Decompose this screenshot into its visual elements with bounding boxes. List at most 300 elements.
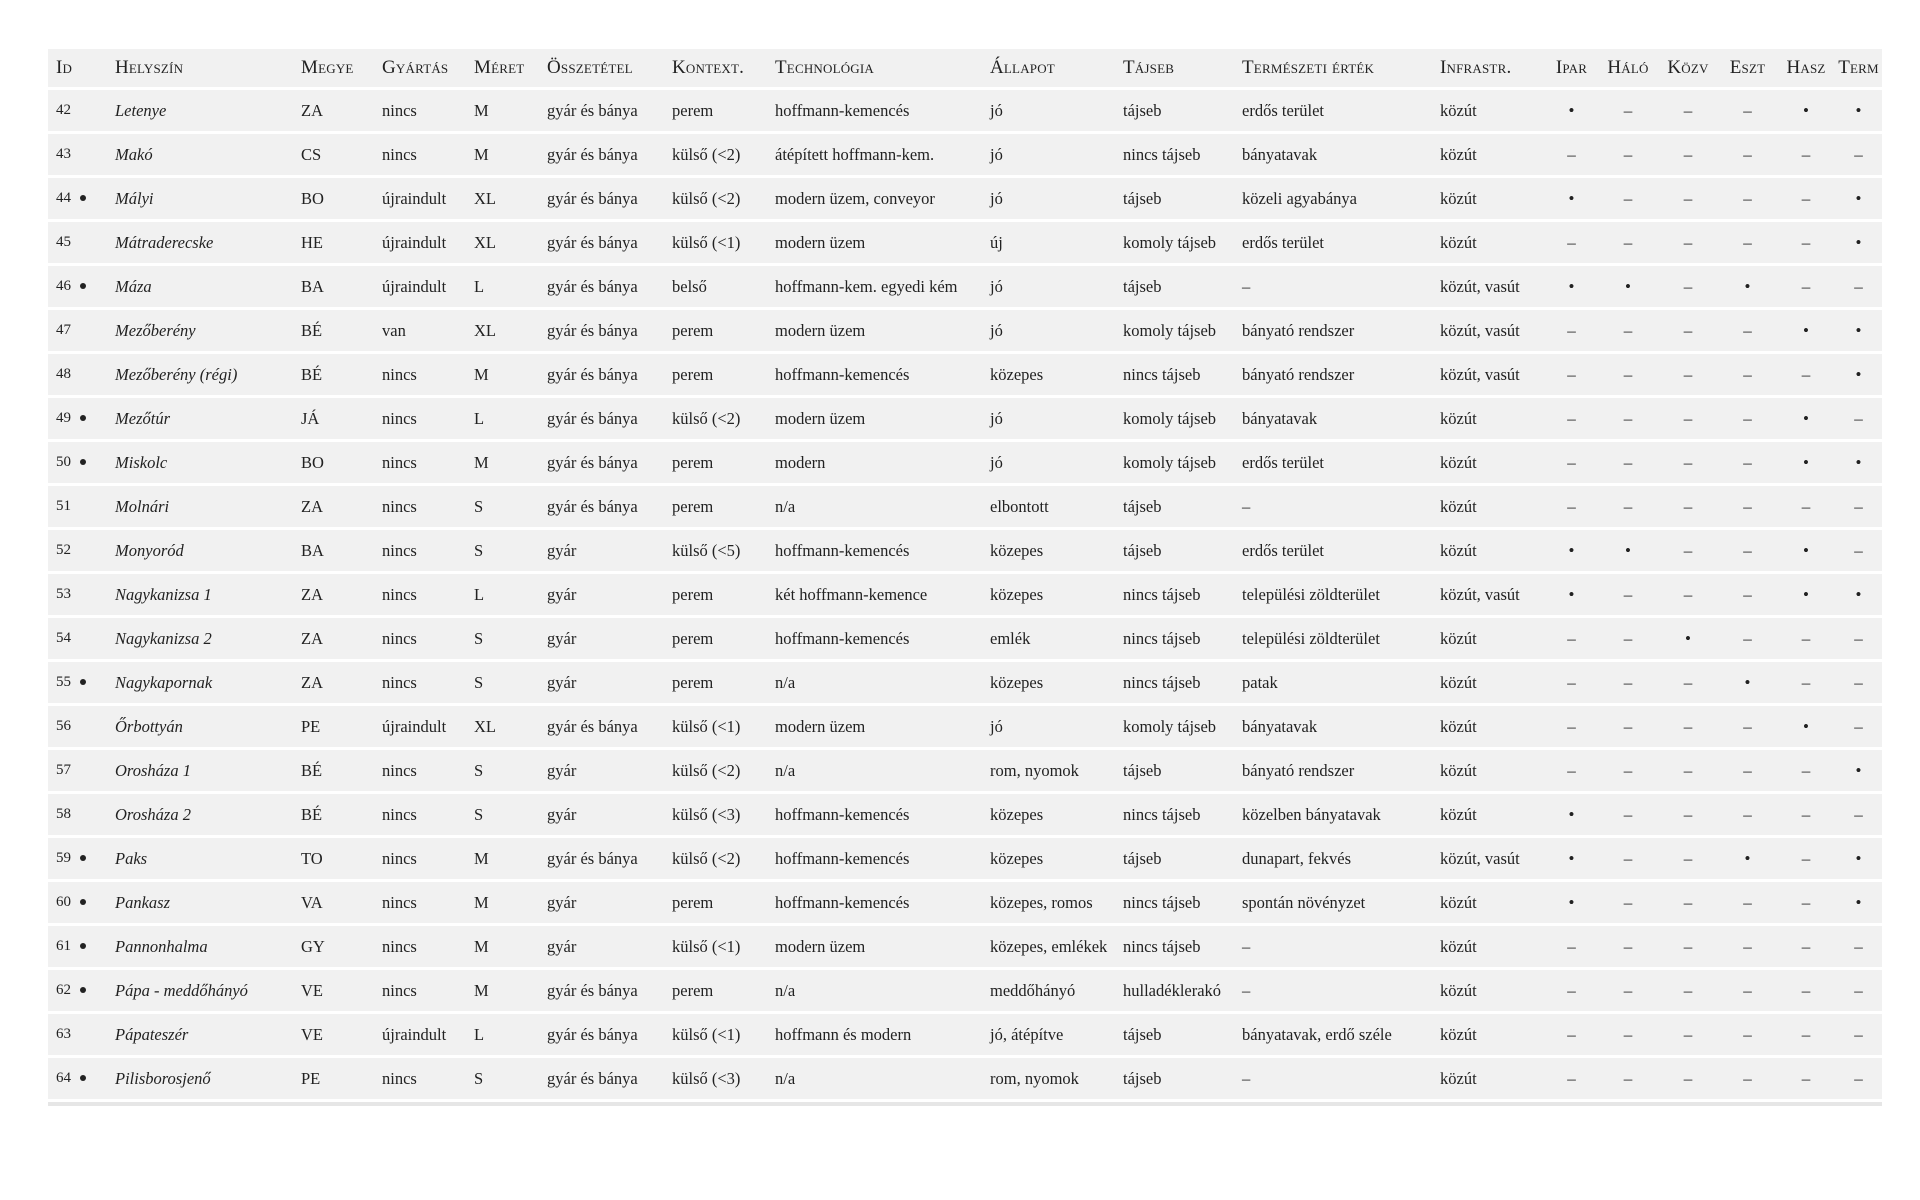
context-cell: perem [664, 662, 767, 703]
landscape-scar-cell: nincs tájseb [1115, 662, 1234, 703]
flag-kozv-cell: – [1658, 354, 1718, 395]
flag-hasz-cell: – [1777, 838, 1835, 879]
flag-hasz-cell: • [1777, 442, 1835, 483]
context-cell: külső (<2) [664, 838, 767, 879]
flag-hasz-cell: • [1777, 706, 1835, 747]
technology-cell: hoffmann-kemencés [767, 794, 982, 835]
col-condition-header: Állapot [982, 49, 1115, 87]
row-id: 61 [56, 938, 71, 954]
row-id: 58 [56, 806, 71, 822]
size-class-cell: S [466, 1058, 539, 1099]
technology-cell: n/a [767, 1058, 982, 1099]
flag-eszt-cell: – [1718, 750, 1777, 791]
flag-hasz-cell: – [1777, 662, 1835, 703]
id-cell [48, 310, 107, 351]
condition-cell: közepes, romos [982, 882, 1115, 923]
technology-cell: hoffmann-kemencés [767, 90, 982, 131]
flag-hasz-cell: – [1777, 794, 1835, 835]
id-cell [48, 838, 107, 879]
production-status-cell: nincs [374, 926, 466, 967]
table-row [48, 750, 1882, 791]
county-code-cell: BO [293, 442, 374, 483]
flag-term-cell: – [1835, 398, 1882, 439]
county-code-cell: ZA [293, 618, 374, 659]
col-infra-header: Infrastr. [1432, 49, 1545, 87]
flag-ipar-cell: • [1545, 882, 1598, 923]
brickworks-table [48, 46, 1882, 1102]
id-cell [48, 662, 107, 703]
flag-kozv-cell: – [1658, 794, 1718, 835]
infrastructure-cell: közút [1432, 90, 1545, 131]
flag-kozv-cell: – [1658, 90, 1718, 131]
infrastructure-cell: közút [1432, 134, 1545, 175]
flag-ipar-cell: • [1545, 530, 1598, 571]
id-cell [48, 882, 107, 923]
condition-cell: közepes [982, 354, 1115, 395]
flag-term-cell: – [1835, 134, 1882, 175]
flag-hasz-cell: • [1777, 90, 1835, 131]
county-code-cell: ZA [293, 486, 374, 527]
landscape-scar-cell: nincs tájseb [1115, 882, 1234, 923]
flag-ipar-cell: – [1545, 354, 1598, 395]
condition-cell: rom, nyomok [982, 1058, 1115, 1099]
production-status-cell: nincs [374, 90, 466, 131]
id-cell [48, 926, 107, 967]
table-row [48, 618, 1882, 659]
composition-cell: gyár és bánya [539, 486, 664, 527]
size-class-cell: XL [466, 222, 539, 263]
infrastructure-cell: közút, vasút [1432, 310, 1545, 351]
composition-cell: gyár és bánya [539, 178, 664, 219]
production-status-cell: újraindult [374, 178, 466, 219]
flag-kozv-cell: – [1658, 442, 1718, 483]
context-cell: külső (<2) [664, 398, 767, 439]
row-id: 51 [56, 498, 71, 514]
flag-halo-cell: – [1598, 926, 1658, 967]
county-code-cell: BA [293, 266, 374, 307]
flag-kozv-cell: – [1658, 882, 1718, 923]
flag-hasz-cell: – [1777, 266, 1835, 307]
context-cell: belső [664, 266, 767, 307]
size-class-cell: M [466, 926, 539, 967]
flag-halo-cell: – [1598, 794, 1658, 835]
col-term-header: Term [1835, 49, 1882, 87]
size-class-cell: XL [466, 310, 539, 351]
county-code-cell: VE [293, 970, 374, 1011]
infrastructure-cell: közút [1432, 398, 1545, 439]
id-cell [48, 398, 107, 439]
row-id: 43 [56, 146, 71, 162]
flag-eszt-cell: – [1718, 442, 1777, 483]
col-production-header: Gyártás [374, 49, 466, 87]
flag-term-cell: – [1835, 970, 1882, 1011]
flag-term-cell: • [1835, 90, 1882, 131]
county-code-cell: GY [293, 926, 374, 967]
infrastructure-cell: közút, vasút [1432, 574, 1545, 615]
flag-hasz-cell: – [1777, 354, 1835, 395]
production-status-cell: nincs [374, 882, 466, 923]
infrastructure-cell: közút [1432, 1058, 1545, 1099]
natural-value-cell: bányatavak [1234, 134, 1432, 175]
size-class-cell: S [466, 750, 539, 791]
infrastructure-cell: közút [1432, 530, 1545, 571]
county-code-cell: BA [293, 530, 374, 571]
flag-halo-cell: • [1598, 530, 1658, 571]
condition-cell: közepes [982, 662, 1115, 703]
id-cell [48, 1014, 107, 1055]
flag-eszt-cell: – [1718, 706, 1777, 747]
flag-hasz-cell: – [1777, 222, 1835, 263]
production-status-cell: újraindult [374, 1014, 466, 1055]
composition-cell: gyár és bánya [539, 442, 664, 483]
landscape-scar-cell: nincs tájseb [1115, 926, 1234, 967]
production-status-cell: nincs [374, 574, 466, 615]
composition-cell: gyár és bánya [539, 310, 664, 351]
natural-value-cell: dunapart, fekvés [1234, 838, 1432, 879]
infrastructure-cell: közút [1432, 706, 1545, 747]
highlight-bullet-icon [80, 283, 86, 289]
row-id: 53 [56, 586, 71, 602]
col-technology-header: Technológia [767, 49, 982, 87]
flag-eszt-cell: – [1718, 310, 1777, 351]
highlight-bullet-icon [80, 195, 86, 201]
context-cell: külső (<1) [664, 1014, 767, 1055]
flag-hasz-cell: – [1777, 970, 1835, 1011]
flag-eszt-cell: – [1718, 574, 1777, 615]
flag-eszt-cell: – [1718, 486, 1777, 527]
table-row [48, 1058, 1882, 1099]
landscape-scar-cell: komoly tájseb [1115, 310, 1234, 351]
flag-term-cell: – [1835, 662, 1882, 703]
context-cell: külső (<1) [664, 926, 767, 967]
condition-cell: közepes [982, 574, 1115, 615]
table-row [48, 222, 1882, 263]
flag-halo-cell: – [1598, 178, 1658, 219]
technology-cell: n/a [767, 750, 982, 791]
context-cell: külső (<5) [664, 530, 767, 571]
flag-kozv-cell: – [1658, 574, 1718, 615]
size-class-cell: M [466, 882, 539, 923]
flag-term-cell: • [1835, 310, 1882, 351]
composition-cell: gyár és bánya [539, 90, 664, 131]
col-halo-header: Háló [1598, 49, 1658, 87]
condition-cell: elbontott [982, 486, 1115, 527]
natural-value-cell: erdős terület [1234, 90, 1432, 131]
flag-hasz-cell: • [1777, 398, 1835, 439]
place-name-cell: Pankasz [107, 882, 293, 923]
size-class-cell: L [466, 266, 539, 307]
composition-cell: gyár és bánya [539, 134, 664, 175]
context-cell: perem [664, 486, 767, 527]
size-class-cell: L [466, 398, 539, 439]
infrastructure-cell: közút [1432, 1014, 1545, 1055]
landscape-scar-cell: nincs tájseb [1115, 134, 1234, 175]
id-cell [48, 530, 107, 571]
flag-halo-cell: – [1598, 1058, 1658, 1099]
landscape-scar-cell: tájseb [1115, 750, 1234, 791]
flag-hasz-cell: – [1777, 1014, 1835, 1055]
infrastructure-cell: közút, vasút [1432, 266, 1545, 307]
natural-value-cell: – [1234, 486, 1432, 527]
flag-halo-cell: – [1598, 398, 1658, 439]
place-name-cell: Mátraderecske [107, 222, 293, 263]
row-id: 49 [56, 410, 71, 426]
flag-term-cell: • [1835, 222, 1882, 263]
flag-kozv-cell: – [1658, 1014, 1718, 1055]
flag-eszt-cell: – [1718, 1058, 1777, 1099]
infrastructure-cell: közút [1432, 618, 1545, 659]
id-cell [48, 750, 107, 791]
technology-cell: modern üzem [767, 706, 982, 747]
flag-halo-cell: – [1598, 838, 1658, 879]
production-status-cell: újraindult [374, 266, 466, 307]
place-name-cell: Mezőberény [107, 310, 293, 351]
flag-kozv-cell: – [1658, 706, 1718, 747]
col-size-header: Méret [466, 49, 539, 87]
flag-hasz-cell: • [1777, 530, 1835, 571]
highlight-bullet-icon [80, 679, 86, 685]
flag-term-cell: – [1835, 1014, 1882, 1055]
flag-kozv-cell: – [1658, 750, 1718, 791]
row-id: 50 [56, 454, 71, 470]
natural-value-cell: – [1234, 1058, 1432, 1099]
condition-cell: új [982, 222, 1115, 263]
natural-value-cell: települési zöldterület [1234, 618, 1432, 659]
flag-ipar-cell: – [1545, 618, 1598, 659]
size-class-cell: M [466, 970, 539, 1011]
flag-eszt-cell: – [1718, 530, 1777, 571]
flag-eszt-cell: – [1718, 1014, 1777, 1055]
composition-cell: gyár és bánya [539, 838, 664, 879]
condition-cell: meddőhányó [982, 970, 1115, 1011]
context-cell: külső (<1) [664, 222, 767, 263]
natural-value-cell: patak [1234, 662, 1432, 703]
flag-kozv-cell: – [1658, 222, 1718, 263]
flag-term-cell: • [1835, 442, 1882, 483]
context-cell: perem [664, 882, 767, 923]
county-code-cell: HE [293, 222, 374, 263]
flag-eszt-cell: – [1718, 926, 1777, 967]
flag-eszt-cell: • [1718, 838, 1777, 879]
size-class-cell: S [466, 618, 539, 659]
flag-eszt-cell: – [1718, 794, 1777, 835]
flag-halo-cell: – [1598, 222, 1658, 263]
condition-cell: közepes [982, 794, 1115, 835]
flag-halo-cell: – [1598, 882, 1658, 923]
condition-cell: jó [982, 310, 1115, 351]
technology-cell: modern üzem, conveyor [767, 178, 982, 219]
size-class-cell: XL [466, 706, 539, 747]
condition-cell: jó [982, 706, 1115, 747]
flag-hasz-cell: • [1777, 574, 1835, 615]
flag-ipar-cell: • [1545, 178, 1598, 219]
flag-term-cell: • [1835, 354, 1882, 395]
technology-cell: hoffmann-kem. egyedi kém [767, 266, 982, 307]
flag-term-cell: • [1835, 574, 1882, 615]
landscape-scar-cell: tájseb [1115, 90, 1234, 131]
flag-kozv-cell: – [1658, 310, 1718, 351]
flag-kozv-cell: – [1658, 266, 1718, 307]
highlight-bullet-icon [80, 459, 86, 465]
flag-ipar-cell: – [1545, 486, 1598, 527]
highlight-bullet-icon [80, 415, 86, 421]
place-name-cell: Nagykapornak [107, 662, 293, 703]
flag-hasz-cell: – [1777, 750, 1835, 791]
context-cell: perem [664, 970, 767, 1011]
production-status-cell: nincs [374, 486, 466, 527]
landscape-scar-cell: nincs tájseb [1115, 618, 1234, 659]
composition-cell: gyár [539, 750, 664, 791]
flag-kozv-cell: – [1658, 662, 1718, 703]
col-eszt-header: Eszt [1718, 49, 1777, 87]
flag-eszt-cell: • [1718, 266, 1777, 307]
county-code-cell: JÁ [293, 398, 374, 439]
table-row [48, 90, 1882, 131]
natural-value-cell: erdős terület [1234, 222, 1432, 263]
county-code-cell: PE [293, 706, 374, 747]
production-status-cell: nincs [374, 750, 466, 791]
landscape-scar-cell: nincs tájseb [1115, 574, 1234, 615]
size-class-cell: M [466, 354, 539, 395]
landscape-scar-cell: komoly tájseb [1115, 706, 1234, 747]
place-name-cell: Paks [107, 838, 293, 879]
col-ipar-header: Ipar [1545, 49, 1598, 87]
landscape-scar-cell: komoly tájseb [1115, 398, 1234, 439]
table-row [48, 662, 1882, 703]
table-row [48, 574, 1882, 615]
table-row [48, 178, 1882, 219]
context-cell: külső (<3) [664, 794, 767, 835]
table-row [48, 926, 1882, 967]
row-id: 62 [56, 982, 71, 998]
table-row [48, 1014, 1882, 1055]
flag-ipar-cell: – [1545, 970, 1598, 1011]
flag-ipar-cell: • [1545, 794, 1598, 835]
production-status-cell: nincs [374, 398, 466, 439]
flag-hasz-cell: – [1777, 134, 1835, 175]
infrastructure-cell: közút, vasút [1432, 838, 1545, 879]
natural-value-cell: bányatavak [1234, 706, 1432, 747]
id-cell [48, 618, 107, 659]
condition-cell: jó [982, 398, 1115, 439]
production-status-cell: nincs [374, 530, 466, 571]
col-id-header: Id [48, 49, 107, 87]
flag-halo-cell: – [1598, 1014, 1658, 1055]
county-code-cell: ZA [293, 662, 374, 703]
data-table-container [48, 46, 1882, 1106]
col-natural-header: Természeti érték [1234, 49, 1432, 87]
flag-halo-cell: – [1598, 618, 1658, 659]
infrastructure-cell: közút [1432, 178, 1545, 219]
flag-hasz-cell: – [1777, 926, 1835, 967]
infrastructure-cell: közút [1432, 970, 1545, 1011]
infrastructure-cell: közút [1432, 222, 1545, 263]
flag-ipar-cell: – [1545, 442, 1598, 483]
technology-cell: átépített hoffmann-kem. [767, 134, 982, 175]
county-code-cell: TO [293, 838, 374, 879]
flag-term-cell: • [1835, 750, 1882, 791]
production-status-cell: nincs [374, 970, 466, 1011]
id-cell [48, 442, 107, 483]
natural-value-cell: közelben bányatavak [1234, 794, 1432, 835]
flag-kozv-cell: – [1658, 1058, 1718, 1099]
production-status-cell: van [374, 310, 466, 351]
natural-value-cell: bányató rendszer [1234, 354, 1432, 395]
col-kozv-header: Közv [1658, 49, 1718, 87]
col-hasz-header: Hasz [1777, 49, 1835, 87]
highlight-bullet-icon [80, 899, 86, 905]
composition-cell: gyár és bánya [539, 1014, 664, 1055]
flag-eszt-cell: – [1718, 618, 1777, 659]
infrastructure-cell: közút [1432, 486, 1545, 527]
highlight-bullet-icon [80, 855, 86, 861]
technology-cell: modern üzem [767, 398, 982, 439]
row-id: 54 [56, 630, 71, 646]
size-class-cell: L [466, 1014, 539, 1055]
production-status-cell: nincs [374, 1058, 466, 1099]
row-id: 45 [56, 234, 71, 250]
natural-value-cell: bányató rendszer [1234, 750, 1432, 791]
flag-halo-cell: – [1598, 574, 1658, 615]
place-name-cell: Pápa - meddőhányó [107, 970, 293, 1011]
flag-eszt-cell: – [1718, 354, 1777, 395]
place-name-cell: Miskolc [107, 442, 293, 483]
flag-term-cell: • [1835, 178, 1882, 219]
landscape-scar-cell: tájseb [1115, 266, 1234, 307]
table-row [48, 530, 1882, 571]
natural-value-cell: bányatavak, erdő széle [1234, 1014, 1432, 1055]
row-id: 63 [56, 1026, 71, 1042]
composition-cell: gyár [539, 882, 664, 923]
county-code-cell: ZA [293, 574, 374, 615]
infrastructure-cell: közút [1432, 750, 1545, 791]
technology-cell: n/a [767, 662, 982, 703]
flag-ipar-cell: – [1545, 398, 1598, 439]
flag-ipar-cell: – [1545, 662, 1598, 703]
flag-eszt-cell: – [1718, 90, 1777, 131]
composition-cell: gyár és bánya [539, 354, 664, 395]
natural-value-cell: közeli agyabánya [1234, 178, 1432, 219]
size-class-cell: M [466, 134, 539, 175]
size-class-cell: S [466, 486, 539, 527]
id-cell [48, 1058, 107, 1099]
flag-eszt-cell: – [1718, 134, 1777, 175]
condition-cell: emlék [982, 618, 1115, 659]
context-cell: perem [664, 354, 767, 395]
context-cell: külső (<3) [664, 1058, 767, 1099]
composition-cell: gyár és bánya [539, 398, 664, 439]
context-cell: külső (<1) [664, 706, 767, 747]
table-row [48, 706, 1882, 747]
landscape-scar-cell: tájseb [1115, 530, 1234, 571]
condition-cell: jó [982, 266, 1115, 307]
technology-cell: két hoffmann-kemence [767, 574, 982, 615]
flag-ipar-cell: – [1545, 750, 1598, 791]
flag-term-cell: – [1835, 486, 1882, 527]
natural-value-cell: bányatavak [1234, 398, 1432, 439]
flag-kozv-cell: – [1658, 530, 1718, 571]
flag-term-cell: – [1835, 926, 1882, 967]
table-row [48, 310, 1882, 351]
county-code-cell: ZA [293, 90, 374, 131]
size-class-cell: M [466, 90, 539, 131]
flag-term-cell: – [1835, 530, 1882, 571]
county-code-cell: BÉ [293, 354, 374, 395]
natural-value-cell: erdős terület [1234, 530, 1432, 571]
size-class-cell: S [466, 530, 539, 571]
composition-cell: gyár [539, 618, 664, 659]
flag-eszt-cell: – [1718, 882, 1777, 923]
